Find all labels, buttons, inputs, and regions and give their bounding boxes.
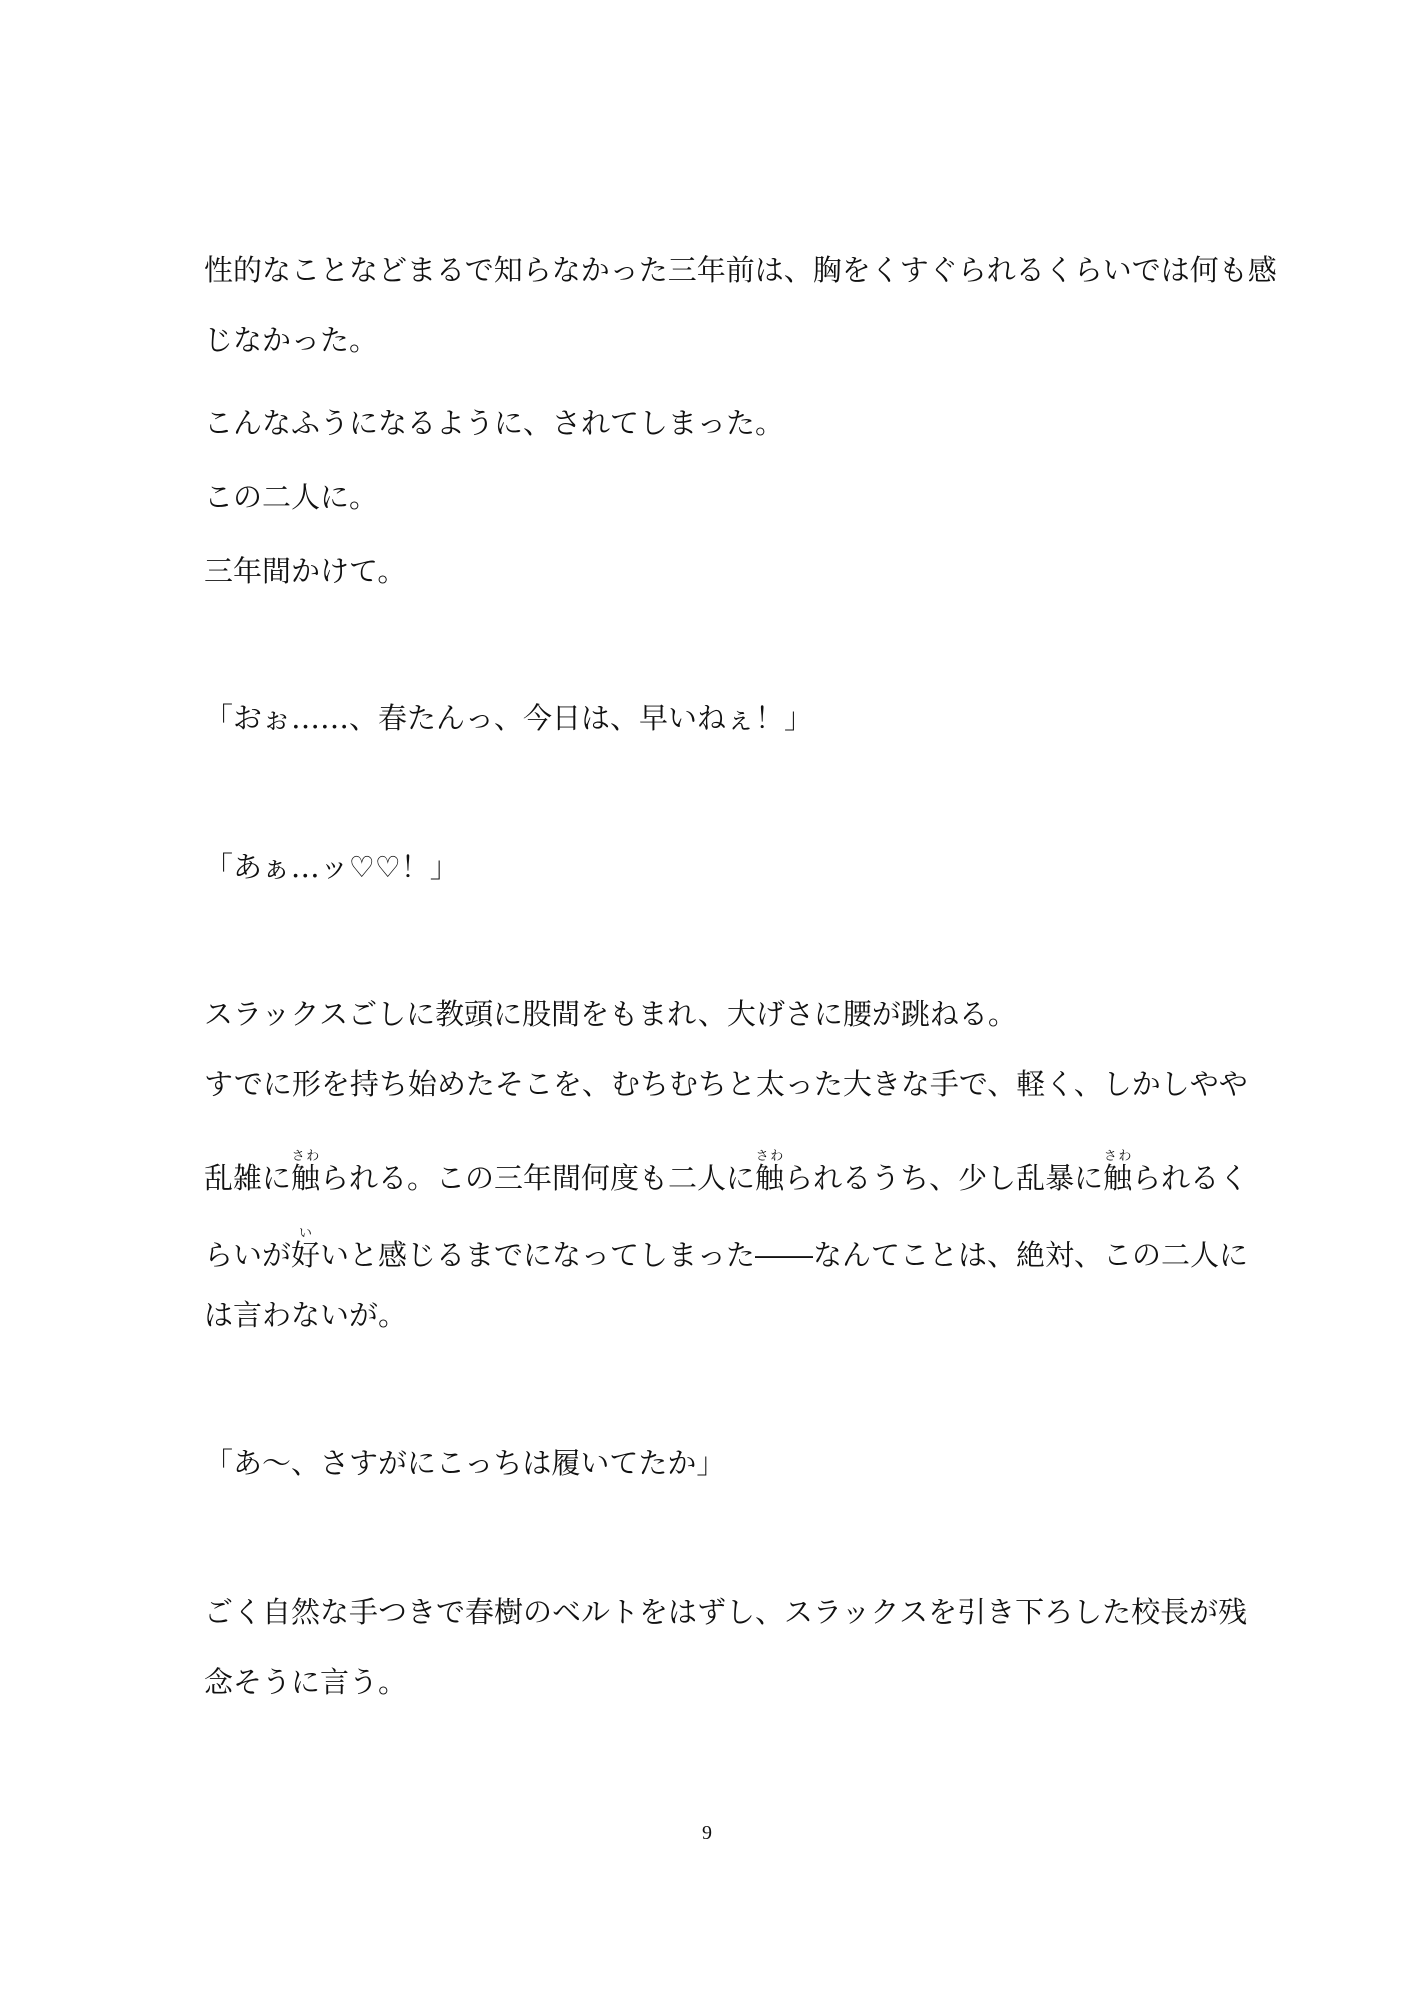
text-line: 性的なことなどまるで知らなかった三年前は、胸をくすぐられるくらいでは何も感 — [204, 253, 1277, 287]
text-line: は言わないが。 — [204, 1298, 408, 1332]
dialogue-line: 「あぁ…ッ♡♡！」 — [204, 850, 459, 884]
dialogue-line: 「あ～、さすがにこっちは履いてたか」 — [204, 1446, 726, 1480]
ruby-annotation: 触さわ — [291, 1149, 321, 1195]
text-line: この二人に。 — [204, 480, 379, 514]
ruby-annotation: 触さわ — [755, 1149, 785, 1195]
dialogue-line: 「おぉ……、春たんっ、今日は、早いねぇ！」 — [204, 701, 814, 735]
text-segment: られるうち、少し乱暴に — [784, 1161, 1104, 1195]
text-segment: られる。この三年間何度も二人に — [320, 1161, 756, 1195]
text-segment: られるく — [1132, 1161, 1249, 1195]
text-line: こんなふうになるように、されてしまった。 — [204, 406, 785, 440]
text-line: すでに形を持ち始めたそこを、むちむちと太った大きな手で、軽く、しかしやや — [204, 1067, 1248, 1101]
text-line: じなかった。 — [204, 323, 379, 357]
page-number: 9 — [702, 1822, 712, 1844]
text-line: ごく自然な手つきで春樹のベルトをはずし、スラックスを引き下ろした校長が残 — [204, 1595, 1248, 1629]
ruby-annotation: 触さわ — [1103, 1149, 1133, 1195]
text-segment: いと感じるまでになってしまった――なんてことは、絶対、この二人に — [320, 1238, 1249, 1272]
text-line-with-ruby — [204, 1149, 1249, 1196]
text-line-with-ruby — [204, 1226, 1249, 1273]
text-segment: 乱雑に — [204, 1161, 292, 1195]
text-segment: らいが — [204, 1238, 292, 1272]
text-line: スラックスごしに教頭に股間をもまれ、大げさに腰が跳ねる。 — [204, 997, 1017, 1031]
text-line: 三年間かけて。 — [204, 554, 407, 588]
ruby-annotation: 好い — [291, 1226, 321, 1272]
text-line: 念そうに言う。 — [204, 1665, 408, 1699]
